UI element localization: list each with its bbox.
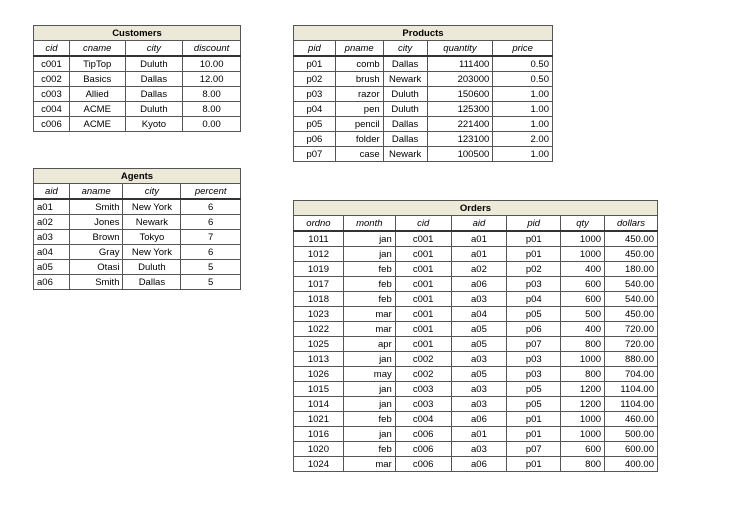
table-cell-city: New York <box>123 199 181 215</box>
table-cell-city: Duluth <box>125 102 183 117</box>
table-cell-month: feb <box>343 292 395 307</box>
table-cell-qty: 1000 <box>561 427 605 442</box>
table-cell-qty: 1000 <box>561 247 605 262</box>
table-cell-cid: c001 <box>34 56 70 72</box>
table-cell-month: feb <box>343 412 395 427</box>
table-cell-pid: p02 <box>294 72 336 87</box>
table-cell-ordno: 1015 <box>294 382 344 397</box>
table-row <box>294 102 553 117</box>
table-cell-cid: c002 <box>395 352 451 367</box>
table-cell-pname: razor <box>335 87 383 102</box>
table-row <box>294 382 658 397</box>
table-cell-aid: a06 <box>34 275 70 290</box>
table-cell-ordno: 1019 <box>294 262 344 277</box>
table-cell-aid: a06 <box>451 412 507 427</box>
table-cell-qty: 1000 <box>561 412 605 427</box>
table-cell-qty: 600 <box>561 292 605 307</box>
table-cell-dollars: 704.00 <box>605 367 658 382</box>
column-header-pid: pid <box>507 216 561 232</box>
table-cell-dollars: 720.00 <box>605 337 658 352</box>
column-header-pid: pid <box>294 41 336 57</box>
orders-header-row <box>294 216 658 232</box>
table-cell-ordno: 1012 <box>294 247 344 262</box>
table-cell-aid: a01 <box>451 427 507 442</box>
table-cell-cid: c006 <box>395 457 451 472</box>
table-cell-city: Dallas <box>383 117 427 132</box>
table-cell-cid: c003 <box>34 87 70 102</box>
table-cell-cid: c002 <box>34 72 70 87</box>
table-row <box>294 147 553 162</box>
table-row <box>294 132 553 147</box>
table-cell-cid: c004 <box>34 102 70 117</box>
table-cell-price: 1.00 <box>493 117 553 132</box>
table-row <box>34 245 241 260</box>
table-cell-dollars: 880.00 <box>605 352 658 367</box>
table-cell-aid: a03 <box>451 292 507 307</box>
table-cell-aid: a01 <box>34 199 70 215</box>
table-cell-city: Newark <box>123 215 181 230</box>
table-cell-ordno: 1016 <box>294 427 344 442</box>
column-header-month: month <box>343 216 395 232</box>
table-cell-ordno: 1022 <box>294 322 344 337</box>
table-cell-city: Dallas <box>123 275 181 290</box>
table-cell-aid: a03 <box>451 442 507 457</box>
table-cell-ordno: 1021 <box>294 412 344 427</box>
table-cell-dollars: 1104.00 <box>605 382 658 397</box>
table-cell-city: Newark <box>383 72 427 87</box>
table-cell-city: Duluth <box>123 260 181 275</box>
table-row <box>294 247 658 262</box>
table-cell-pid: p05 <box>294 117 336 132</box>
table-cell-aname: Gray <box>69 245 123 260</box>
table-row <box>294 307 658 322</box>
table-cell-city: Kyoto <box>125 117 183 132</box>
table-cell-discount: 0.00 <box>183 117 241 132</box>
table-row <box>34 87 241 102</box>
table-row <box>34 199 241 215</box>
column-header-city: city <box>383 41 427 57</box>
table-cell-pid: p05 <box>507 397 561 412</box>
table-cell-aid: a01 <box>451 231 507 247</box>
table-cell-ordno: 1020 <box>294 442 344 457</box>
table-cell-cid: c002 <box>395 367 451 382</box>
table-cell-aid: a05 <box>451 367 507 382</box>
table-cell-pid: p01 <box>507 412 561 427</box>
table-cell-qty: 500 <box>561 307 605 322</box>
table-cell-qty: 400 <box>561 262 605 277</box>
table-cell-pname: comb <box>335 56 383 72</box>
table-cell-cid: c001 <box>395 247 451 262</box>
table-cell-pid: p07 <box>507 442 561 457</box>
table-cell-ordno: 1023 <box>294 307 344 322</box>
table-cell-cname: TipTop <box>69 56 125 72</box>
column-header-quantity: quantity <box>427 41 493 57</box>
column-header-dollars: dollars <box>605 216 658 232</box>
table-cell-aname: Smith <box>69 275 123 290</box>
table-cell-qty: 1200 <box>561 397 605 412</box>
column-header-qty: qty <box>561 216 605 232</box>
table-cell-pname: brush <box>335 72 383 87</box>
table-row <box>294 56 553 72</box>
table-cell-cid: c003 <box>395 382 451 397</box>
table-cell-discount: 10.00 <box>183 56 241 72</box>
table-cell-month: feb <box>343 442 395 457</box>
table-cell-pname: folder <box>335 132 383 147</box>
table-cell-qty: 800 <box>561 457 605 472</box>
table-cell-city: Duluth <box>125 56 183 72</box>
table-cell-city: Duluth <box>383 102 427 117</box>
table-cell-dollars: 540.00 <box>605 292 658 307</box>
table-cell-cname: ACME <box>69 117 125 132</box>
table-cell-quantity: 203000 <box>427 72 493 87</box>
table-cell-pid: p02 <box>507 262 561 277</box>
table-cell-aid: a05 <box>451 322 507 337</box>
table-cell-aid: a05 <box>451 337 507 352</box>
table-cell-city: Dallas <box>383 56 427 72</box>
table-cell-cid: c001 <box>395 292 451 307</box>
table-cell-dollars: 600.00 <box>605 442 658 457</box>
table-cell-qty: 1000 <box>561 352 605 367</box>
table-cell-percent: 6 <box>181 215 241 230</box>
table-cell-city: Dallas <box>125 72 183 87</box>
table-cell-pid: p05 <box>507 307 561 322</box>
table-cell-pid: p06 <box>294 132 336 147</box>
orders-title: Orders <box>294 201 658 216</box>
table-cell-ordno: 1011 <box>294 231 344 247</box>
table-cell-pid: p01 <box>507 427 561 442</box>
agents-table <box>33 168 241 290</box>
table-cell-cid: c004 <box>395 412 451 427</box>
table-cell-dollars: 400.00 <box>605 457 658 472</box>
table-cell-month: jan <box>343 231 395 247</box>
table-row <box>294 87 553 102</box>
table-cell-month: jan <box>343 247 395 262</box>
table-cell-aid: a04 <box>34 245 70 260</box>
table-cell-aid: a06 <box>451 457 507 472</box>
column-header-percent: percent <box>181 184 241 200</box>
table-cell-pid: p03 <box>507 367 561 382</box>
table-cell-cid: c001 <box>395 231 451 247</box>
column-header-aname: aname <box>69 184 123 200</box>
table-cell-quantity: 125300 <box>427 102 493 117</box>
table-cell-qty: 800 <box>561 337 605 352</box>
column-header-cname: cname <box>69 41 125 57</box>
table-cell-percent: 5 <box>181 275 241 290</box>
table-cell-quantity: 123100 <box>427 132 493 147</box>
table-cell-ordno: 1014 <box>294 397 344 412</box>
table-cell-percent: 5 <box>181 260 241 275</box>
table-cell-month: feb <box>343 277 395 292</box>
table-cell-qty: 1000 <box>561 231 605 247</box>
table-row <box>294 337 658 352</box>
table-cell-dollars: 1104.00 <box>605 397 658 412</box>
table-row <box>34 215 241 230</box>
table-cell-aid: a02 <box>451 262 507 277</box>
customers-title: Customers <box>34 26 241 41</box>
table-row <box>34 102 241 117</box>
table-cell-dollars: 540.00 <box>605 277 658 292</box>
table-cell-month: may <box>343 367 395 382</box>
table-cell-cid: c001 <box>395 307 451 322</box>
table-cell-city: Dallas <box>383 132 427 147</box>
table-cell-discount: 8.00 <box>183 87 241 102</box>
table-cell-price: 0.50 <box>493 56 553 72</box>
table-cell-month: jan <box>343 352 395 367</box>
table-cell-price: 1.00 <box>493 87 553 102</box>
table-cell-aid: a03 <box>451 352 507 367</box>
column-header-price: price <box>493 41 553 57</box>
table-cell-pid: p04 <box>507 292 561 307</box>
table-cell-price: 2.00 <box>493 132 553 147</box>
table-cell-aname: Smith <box>69 199 123 215</box>
table-cell-ordno: 1025 <box>294 337 344 352</box>
table-row <box>34 72 241 87</box>
table-cell-pid: p01 <box>507 247 561 262</box>
table-cell-cid: c006 <box>34 117 70 132</box>
table-cell-ordno: 1026 <box>294 367 344 382</box>
customers-table <box>33 25 241 132</box>
table-cell-dollars: 500.00 <box>605 427 658 442</box>
table-row <box>294 367 658 382</box>
table-cell-aname: Otasi <box>69 260 123 275</box>
table-cell-percent: 6 <box>181 245 241 260</box>
table-cell-month: mar <box>343 307 395 322</box>
column-header-pname: pname <box>335 41 383 57</box>
table-cell-pid: p01 <box>294 56 336 72</box>
table-row <box>34 230 241 245</box>
table-cell-quantity: 100500 <box>427 147 493 162</box>
table-cell-city: Tokyo <box>123 230 181 245</box>
table-cell-cname: Allied <box>69 87 125 102</box>
table-cell-cid: c001 <box>395 262 451 277</box>
table-cell-dollars: 450.00 <box>605 247 658 262</box>
table-cell-dollars: 720.00 <box>605 322 658 337</box>
table-cell-aid: a05 <box>34 260 70 275</box>
table-cell-price: 1.00 <box>493 147 553 162</box>
table-cell-pname: pencil <box>335 117 383 132</box>
table-cell-pid: p04 <box>294 102 336 117</box>
table-cell-aid: a01 <box>451 247 507 262</box>
table-cell-cid: c001 <box>395 277 451 292</box>
table-row <box>294 277 658 292</box>
table-cell-pname: pen <box>335 102 383 117</box>
column-header-aid: aid <box>34 184 70 200</box>
table-cell-pid: p01 <box>507 457 561 472</box>
table-row <box>294 322 658 337</box>
table-cell-aid: a03 <box>451 382 507 397</box>
table-cell-cname: ACME <box>69 102 125 117</box>
table-cell-pid: p07 <box>294 147 336 162</box>
table-cell-dollars: 460.00 <box>605 412 658 427</box>
table-cell-month: mar <box>343 322 395 337</box>
table-cell-city: Duluth <box>383 87 427 102</box>
table-cell-city: New York <box>123 245 181 260</box>
products-header-row <box>294 41 553 57</box>
table-cell-cname: Basics <box>69 72 125 87</box>
table-row <box>34 56 241 72</box>
column-header-city: city <box>125 41 183 57</box>
table-cell-aid: a04 <box>451 307 507 322</box>
table-row <box>294 262 658 277</box>
table-cell-pname: case <box>335 147 383 162</box>
table-row <box>294 442 658 457</box>
column-header-city: city <box>123 184 181 200</box>
table-row <box>34 275 241 290</box>
table-cell-cid: c006 <box>395 442 451 457</box>
customers-header-row <box>34 41 241 57</box>
table-row <box>294 292 658 307</box>
table-row <box>294 412 658 427</box>
column-header-cid: cid <box>34 41 70 57</box>
table-cell-ordno: 1017 <box>294 277 344 292</box>
table-cell-discount: 12.00 <box>183 72 241 87</box>
table-cell-aname: Jones <box>69 215 123 230</box>
table-cell-city: Newark <box>383 147 427 162</box>
table-cell-qty: 800 <box>561 367 605 382</box>
table-cell-month: mar <box>343 457 395 472</box>
table-row <box>294 352 658 367</box>
table-cell-pid: p01 <box>507 231 561 247</box>
table-cell-dollars: 180.00 <box>605 262 658 277</box>
table-cell-quantity: 150600 <box>427 87 493 102</box>
table-cell-ordno: 1024 <box>294 457 344 472</box>
table-row <box>294 427 658 442</box>
table-cell-cid: c006 <box>395 427 451 442</box>
table-cell-qty: 600 <box>561 277 605 292</box>
table-cell-month: jan <box>343 397 395 412</box>
table-cell-dollars: 450.00 <box>605 231 658 247</box>
table-cell-pid: p03 <box>507 352 561 367</box>
table-cell-percent: 6 <box>181 199 241 215</box>
products-title: Products <box>294 26 553 41</box>
table-cell-discount: 8.00 <box>183 102 241 117</box>
table-row <box>294 117 553 132</box>
column-header-cid: cid <box>395 216 451 232</box>
table-cell-aname: Brown <box>69 230 123 245</box>
table-cell-cid: c001 <box>395 322 451 337</box>
table-row <box>294 457 658 472</box>
table-cell-qty: 400 <box>561 322 605 337</box>
table-cell-ordno: 1013 <box>294 352 344 367</box>
table-cell-pid: p06 <box>507 322 561 337</box>
table-cell-pid: p03 <box>507 277 561 292</box>
orders-table <box>293 200 658 472</box>
table-cell-month: feb <box>343 262 395 277</box>
table-cell-month: jan <box>343 427 395 442</box>
table-cell-qty: 600 <box>561 442 605 457</box>
table-cell-price: 0.50 <box>493 72 553 87</box>
table-cell-aid: a06 <box>451 277 507 292</box>
table-row <box>294 72 553 87</box>
column-header-discount: discount <box>183 41 241 57</box>
table-row <box>34 260 241 275</box>
table-cell-aid: a03 <box>451 397 507 412</box>
table-cell-percent: 7 <box>181 230 241 245</box>
table-cell-cid: c003 <box>395 397 451 412</box>
table-cell-pid: p07 <box>507 337 561 352</box>
products-table <box>293 25 553 162</box>
agents-title: Agents <box>34 169 241 184</box>
table-row <box>294 231 658 247</box>
table-cell-qty: 1200 <box>561 382 605 397</box>
table-cell-cid: c001 <box>395 337 451 352</box>
table-cell-quantity: 221400 <box>427 117 493 132</box>
column-header-ordno: ordno <box>294 216 344 232</box>
table-cell-pid: p03 <box>294 87 336 102</box>
column-header-aid: aid <box>451 216 507 232</box>
table-cell-month: apr <box>343 337 395 352</box>
table-cell-quantity: 111400 <box>427 56 493 72</box>
agents-header-row <box>34 184 241 200</box>
table-cell-price: 1.00 <box>493 102 553 117</box>
table-row <box>294 397 658 412</box>
table-cell-aid: a03 <box>34 230 70 245</box>
table-cell-aid: a02 <box>34 215 70 230</box>
table-cell-month: jan <box>343 382 395 397</box>
table-cell-ordno: 1018 <box>294 292 344 307</box>
table-cell-city: Dallas <box>125 87 183 102</box>
table-cell-dollars: 450.00 <box>605 307 658 322</box>
table-cell-pid: p05 <box>507 382 561 397</box>
table-row <box>34 117 241 132</box>
